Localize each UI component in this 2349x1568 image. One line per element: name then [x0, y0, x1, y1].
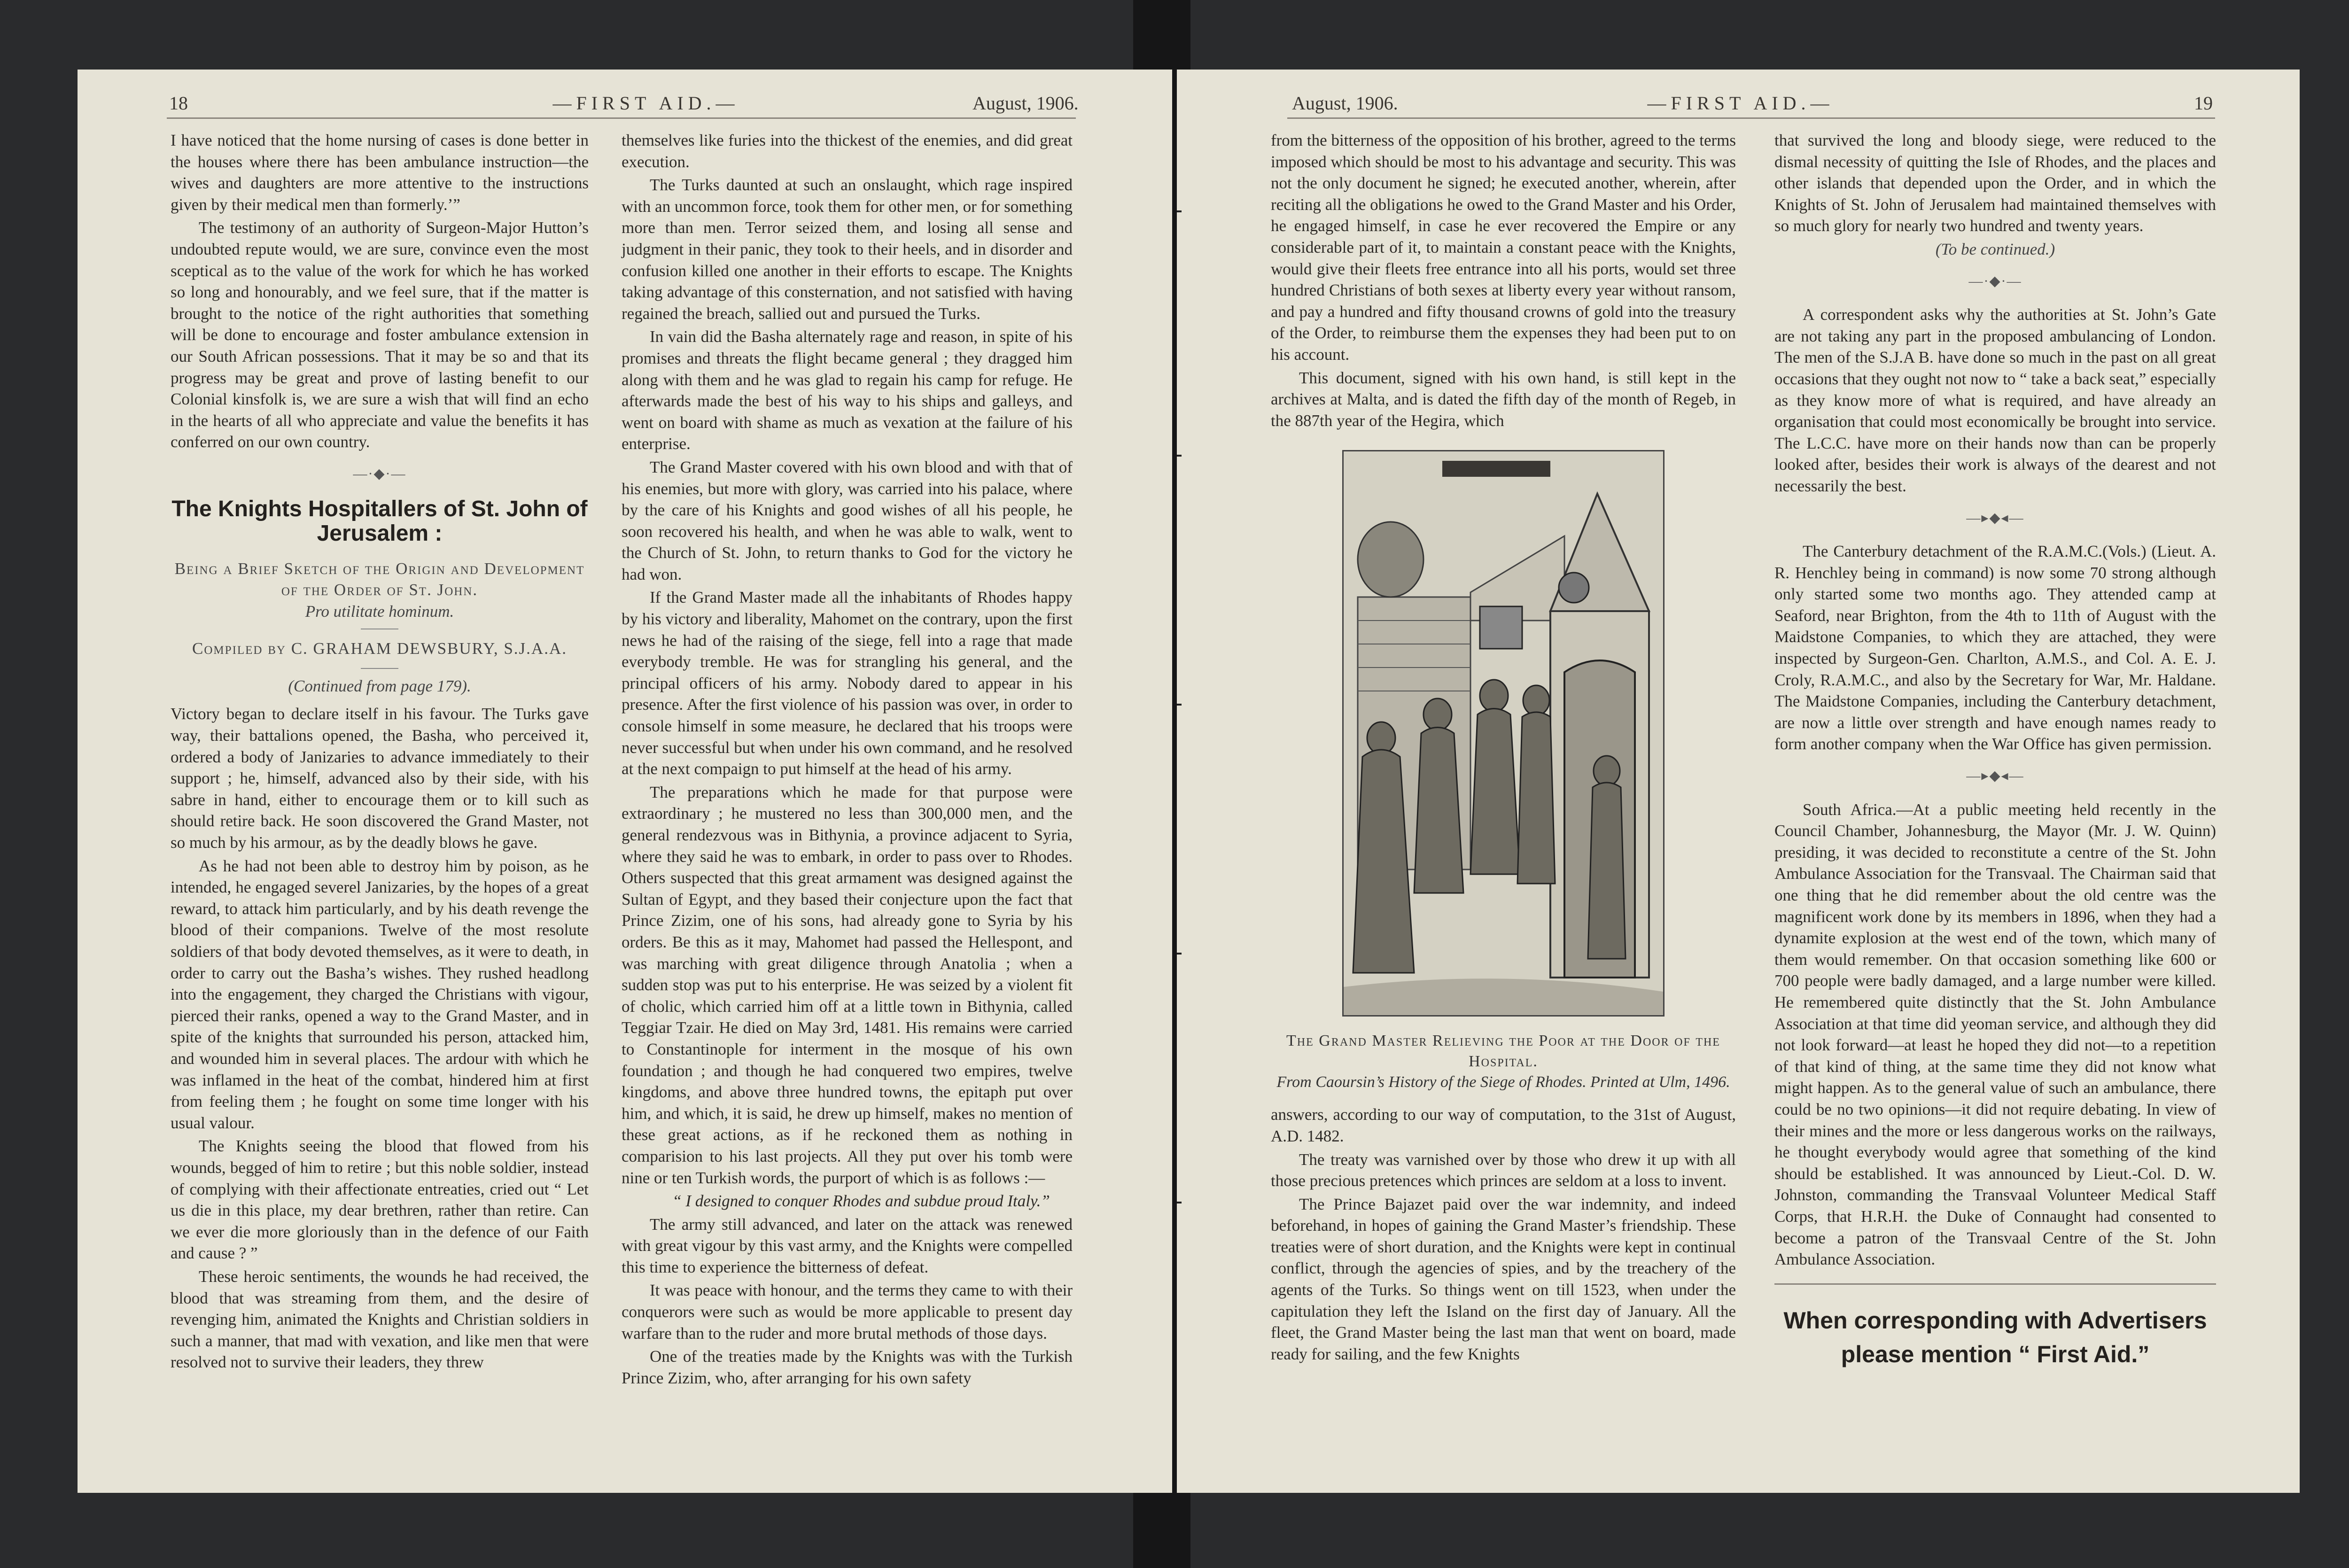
paragraph: The army still advanced, and later on the attack was renewed with great vigour by this vast army, and the Knights were compelled this time to experience the bitterness of defeat. — [622, 1215, 1073, 1276]
issue-date: August, 1906. — [1292, 93, 1398, 114]
figure-caption: The Grand Master Relieving the Poor at the Door of the Hospital. — [1286, 1032, 1720, 1071]
paragraph: The Knights seeing the blood that flowed from his wounds, begged of him to retire ; but this noble soldier, instead of complying with their affectionate entreaties, cried out “ Let us die in this place, my dear brethren, rather than retire. Can we ever die more gloriously than in the defence of our Faith and cause ? ” — [171, 1137, 589, 1263]
paragraph: The testimony of an authority of Surgeon-Major Hutton’s undoubted repute would, we are sure, convince even the most sceptical as to the value of the work for which he has worked so long and honourably, and we feel sure, that if the matter is brought to the notice of the right authorities that something will be done to encourage and foster ambulance extension in our South African possessions. That it may be so and that its progress may be great and prove of lasting benefit to our Colonial kinsfolk is, we are sure a wish that will find an echo in the hearts of all who appreciate and value the benefits it has conferred on our own country. — [171, 218, 589, 451]
paragraph: As he had not been able to destroy him by poison, as he intended, he engaged severel Janizaries, by the hopes of a great reward, to attack him particularly, and by his death revenge the blood of their companions. Twelve of the most resolute soldiers of that body devoted themselves, as it were to death, in order to carry out the Basha’s wishes. They rushed headlong into the engagement, they charged the Christians with vigour, pierced their ranks, opened a way to the Grand Master, and in spite of the knights that surrounded his person, attacked him, and wounded him in several places. The ardour with which he was inflamed in the heat of the combat, hindered him at first from feeling them ; he fought on some time longer with his usual valour. — [171, 856, 589, 1132]
woodcut-illustration — [1342, 450, 1665, 1017]
paragraph: A correspondent asks why the authorities at St. John’s Gate are not taking any part in the proposed ambulancing of London. The men of the S.J.A B. have done so much in the past on all great occasions that they ought not now to “ take a back seat,” especially as they know more of what is required, and have already an organisation that could most economically be brought into service. The L.C.C. have more on their hands now than can be properly looked after, besides their work is always of the dearest and not necessarily the best. — [1774, 305, 2216, 495]
right-running-header — [1177, 92, 2300, 120]
paragraph: If the Grand Master made all the inhabitants of Rhodes happy by his victory and liberality, Mahomet on the contrary, upon the first news he had of the raising of the siege, fell into a rage that made everybody tremble. He was for strangling his general, and the principal officers of his army. Nobody dared to appear in his presence. After the first violence of his passion was over, in order to console himself in some measure, he declared that his troops were never successful but when under his own command, and he resolved at the next compaign to put himself at the head of his army. — [622, 588, 1073, 778]
binding-mark — [1177, 455, 1182, 457]
paragraph: These heroic sentiments, the wounds he had received, the blood that was streaming from them, and the desire of revenging him, animated the Knights and Christian soldiers in such a manner, that mad with vexation, and like men that were resolved not to survive their leaders, they threw — [171, 1267, 589, 1372]
binding-mark — [1177, 953, 1182, 955]
section-ornament: —▸◆◂— — [1966, 768, 2024, 784]
paragraph: Victory began to declare itself in his favour. The Turks gave way, their battalions opened, the Basha, who perceived it, ordered a body of Janizaries to advance immediately to their support ; he, himself, advanced also by their side, with his sabre in hand, either to encourage them or to kill such as should retire back. He soon discovered the Grand Master, not so much by his armour, as by the deadly blows he gave. — [171, 705, 589, 852]
journal-title: —FIRST AID.— — [552, 93, 739, 114]
left-running-header — [78, 92, 1172, 120]
header-rule — [1287, 117, 2215, 119]
figure-source: From Caoursin’s History of the Siege of Rhodes. Printed at Ulm, 1496. — [1276, 1073, 1730, 1091]
paragraph: This document, signed with his own hand, is still kept in the archives at Malta, and is dated the fifth day of the month of Regeb, in the 887th year of the Hegira, which — [1271, 368, 1736, 430]
continued-note: (Continued from page 179). — [288, 676, 471, 695]
paragraph: from the bitterness of the opposition of his brother, agreed to the terms imposed which should be most to his advantage and security. This was not the only document he signed; he executed another, wherein, after reciting all the obligations he owed to the Grand Master and his Order, he engaged himself, in case he ever recovered the Empire or any considerable part of it, to maintain a constant peace with the Knights, would give their fleets free entrance into all his ports, would set three hundred Christians of both sexes at liberty every year without ransom, and pay a hundred and fifty thousand crowns of gold into the treasury of the Order, to reimburse them the expenses they had been put to on his account. — [1271, 131, 1736, 364]
advertisers-notice: When corresponding with Advertisers please mention “ First Aid.” — [1783, 1307, 2207, 1367]
woodcut-picture — [1344, 451, 1663, 1015]
binding-mark — [1177, 704, 1182, 706]
header-rule — [167, 117, 1076, 119]
article-title: The Knights Hospitallers of St. John of Jerusalem : — [171, 496, 588, 546]
right-page — [1177, 70, 2300, 1493]
article-subtitle: Being a Brief Sketch of the Origin and Development of the Order of St. John. — [174, 559, 585, 599]
issue-date: August, 1906. — [972, 93, 1079, 114]
article-motto: Pro utilitate hominum. — [305, 602, 454, 621]
compiled-by: Compiled by C. GRAHAM DEWSBURY, S.J.A.A. — [192, 639, 567, 658]
to-be-continued: (To be continued.) — [1935, 240, 2055, 258]
left-column-2 — [622, 130, 1073, 1390]
section-ornament: —·◆·— — [1968, 273, 2022, 289]
paragraph: The treaty was varnished over by those who drew it up with all those precious pretences which princes are seldom at a loss to invent. — [1271, 1150, 1736, 1190]
right-column-2 — [1774, 130, 2216, 1371]
paragraph: The Prince Bajazet paid over the war indemnity, and indeed beforehand, in hopes of gaining the Grand Master’s friendship. These treaties were of short duration, and the Knights were kept in continual conflict, through the agencies of spies, and by the treachery of the agents of the Turks. So things went on till 1523, when under the capitulation they left the Island on the first day of January. All the fleet, the Grand Master being the last man that went on board, made ready for sailing, and the few Knights — [1271, 1195, 1736, 1363]
paragraph: answers, according to our way of computation, to the 31st of August, A.D. 1482. — [1271, 1105, 1736, 1145]
page-number: 18 — [169, 93, 188, 114]
section-ornament: —▸◆◂— — [1966, 510, 2024, 526]
section-ornament: —·◆·— — [353, 466, 406, 481]
left-page — [78, 70, 1172, 1493]
quotation: “ I designed to conquer Rhodes and subdue proud Italy.” — [672, 1192, 1050, 1211]
paragraph: The Canterbury detachment of the R.A.M.C.(Vols.) (Lieut. A. R. Henchley being in command) is now some 70 strong although only started some two months ago. They attended camp at Seaford, near Brighton, from the 4th to 11th of August with the Maidstone Companies, to which they are attached, they were inspected by Surgeon-Gen. Charlton, A.M.S., and Col. A. E. J. Croly, R.A.M.C., and also by the Secretary for War, Mr. Haldane. The Maidstone Companies, including the Canterbury detachment, are now a little over strength and have enough names ready to form another company when the War Office has given permission. — [1774, 542, 2216, 753]
paragraph: One of the treaties made by the Knights was with the Turkish Prince Zizim, who, after arranging for his own safety — [622, 1347, 1073, 1387]
advert-rule — [1774, 1283, 2216, 1285]
paragraph: In vain did the Basha alternately rage and reason, in spite of his promises and threats the flight became general ; they dragged him along with them and he was glad to regain his camp for refuge. He afterwards made the best of his way to his ships and galleys, and went on board with shame as much as vexation at the failure of his enterprise. — [622, 327, 1073, 453]
paragraph: It was peace with honour, and the terms they came to with their conquerors were such as would be more applicable to present day warfare than to the ruder and more brutal methods of those days. — [622, 1281, 1073, 1343]
journal-title: —FIRST AID.— — [1647, 93, 1834, 114]
short-rule — [361, 668, 398, 669]
binding-mark — [1177, 1202, 1182, 1203]
right-column-1 — [1271, 130, 1736, 1366]
left-column-1 — [171, 130, 589, 1375]
paragraph: The Turks daunted at such an onslaught, which rage inspired with an uncommon force, took them for other men, or for something more than men. Terror seized them, and losing all sense and judgment in their panic, they took to their heels, and in disorder and confusion killed one another in their efforts to escape. The Knights taking advantage of this consternation, and not satisfied with having regained the breach, sallied out and pursued the Turks. — [622, 176, 1073, 323]
page-number: 19 — [2194, 93, 2213, 114]
paragraph: I have noticed that the home nursing of cases is done better in the houses where there has been ambulance instruction—the wives and daughters are more attentive to the instructions given by their medical men than formerly.’” — [171, 131, 589, 214]
paragraph: that survived the long and bloody siege, were reduced to the dismal necessity of quitting the Isle of Rhodes, and the places and other islands that depended upon the Order, and in which the Knights of St. John of Jerusalem had maintained themselves with so much glory for nearly two hundred and twenty years. — [1774, 131, 2216, 235]
paragraph: The Grand Master covered with his own blood and with that of his enemies, but more with glory, was carried into his palace, where by the care of his Knights and good wishes of all his people, he soon recovered his health, and when he was able to walk, went to the Church of St. John, to return thanks to God for the victory he had won. — [622, 458, 1073, 583]
binding-mark — [1177, 210, 1182, 212]
paragraph: South Africa.—At a public meeting held recently in the Council Chamber, Johannesburg, the Mayor (Mr. J. W. Quinn) presiding, it was decided to reconstitute a centre of the St. John Ambulance Association for the Transvaal. The Chairman said that one thing that he did remember about the old centre was the magnificent work done by its members in 1896, when they had a dynamite explosion at the west end of the town, which many of them would remember. On that occasion something like 600 or 700 people were badly damaged, and a large number were killed. He remembered quite distinctly that the St. John Ambulance Association at that time did yeoman service, and although they did not look forward—at least he hoped they did not—to a repetition of that kind of thing, at the same time they did not know what might happen. As to the general value of such an ambulance, there could be no two opinions—it did not require debating. In view of their mines and the more or less dangerous works on the railways, he thought everybody would agree that something of the kind should be established. It was announced by Lieut.-Col. D. W. Johnston, commanding the Transvaal Volunteer Medical Staff Corps, that H.R.H. the Duke of Connaught had consented to become a patron of the Transvaal Centre of the St. John Ambulance Association. — [1774, 800, 2216, 1269]
paragraph: themselves like furies into the thickest of the enemies, and did great execution. — [622, 131, 1073, 171]
paragraph: The preparations which he made for that purpose were extraordinary ; he mustered no less than 300,000 men, and the general rendezvous was in Bithynia, a province adjacent to Syria, where they said he was to embark, in order to pass over to Rhodes. Others suspected that this great armament was designed against the Sultan of Egypt, and they based their conjecture upon the fact that Prince Zizim, one of his sons, had already gone to Syria by his orders. Be this as it may, Mahomet had passed the Hellespont, and was marching with great diligence through Anatolia ; when a sudden stop was put to his enterprise. He was seized by a violent fit of cholic, which carried him off at a little town in Bithynia, called Teggiar Tzair. He died on May 3rd, 1481. His remains were carried to Constantinople for interment in the mosque of his own foundation ; and though he had conquered two empires, twelve kingdoms, and above three hundred towns, the epitaph put over him, and which, it is said, he drew up himself, makes no mention of these great actions, as if he reckoned them as nothing in comparision to his last projects. All they put over his tomb were nine or ten Turkish words, the purport of which is as follows :— — [622, 783, 1073, 1187]
